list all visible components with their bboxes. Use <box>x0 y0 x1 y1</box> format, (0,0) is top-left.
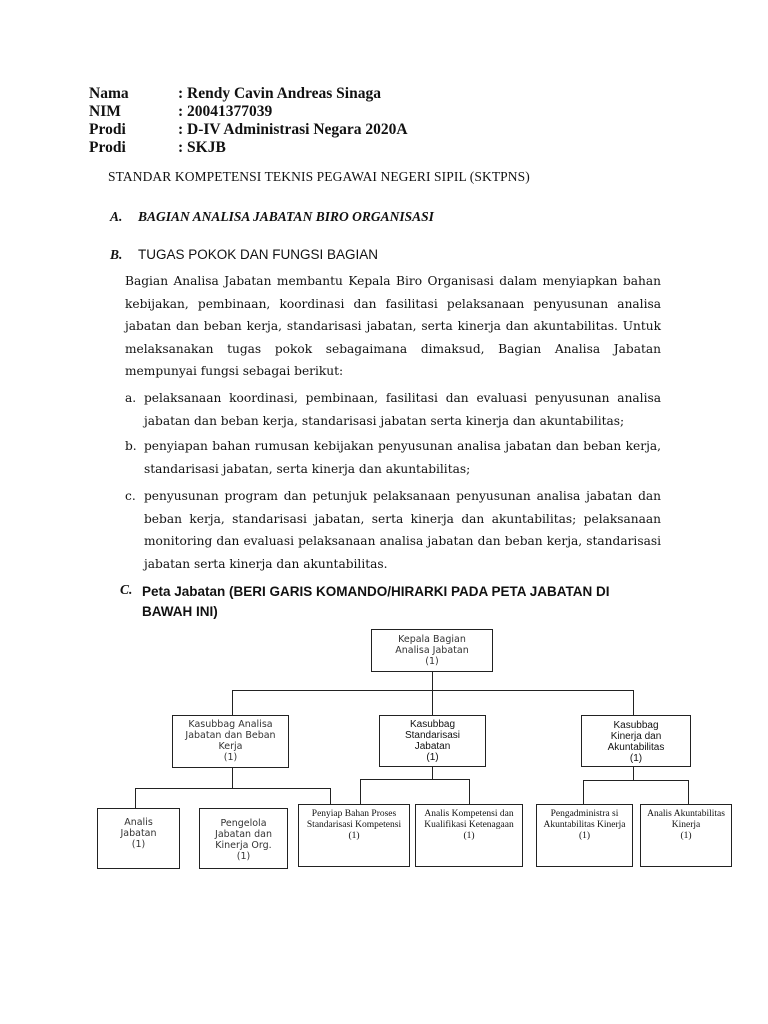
org-box-line: (1) <box>629 753 643 764</box>
org-box-level2 <box>581 715 691 767</box>
org-box-line: Akuntabilitas <box>607 742 665 753</box>
document-title: STANDAR KOMPETENSI TEKNIS PEGAWAI NEGERI SIPIL (SKTPNS) <box>108 169 530 184</box>
connector-line <box>360 779 361 805</box>
org-box-line: (1) <box>236 851 251 862</box>
org-box-line: Jabatan <box>120 828 157 839</box>
org-box-line: (1) <box>348 831 360 841</box>
connector-line <box>432 766 433 780</box>
connector-line <box>633 766 634 781</box>
org-box-line: Kasubbag <box>613 720 659 731</box>
org-box-line: Kualifikasi Ketenagaan <box>424 820 514 830</box>
org-box-line: Penyiap Bahan Proses <box>311 809 397 819</box>
identity-value: : Rendy Cavin Andreas Sinaga <box>178 85 381 102</box>
section-b-heading <box>110 247 530 265</box>
list-text: penyiapan bahan rumusan kebijakan penyusunan analisa jabatan dan beban kerja, standarisasi jabatan, serta kinerja dan akuntabilitas; <box>144 439 661 476</box>
org-box-line: (1) <box>578 831 591 841</box>
list-text: pelaksanaan koordinasi, pembinaan, fasilitasi dan evaluasi penyusunan analisa jabatan dan beban kerja, standarisasi jabatan serta kinerja dan akuntabilitas; <box>144 391 661 428</box>
org-box-line: Kinerja Org. <box>215 840 272 851</box>
connector-line <box>135 788 136 809</box>
connector-line <box>583 780 689 781</box>
connector-line <box>135 788 331 789</box>
identity-label: Nama <box>89 85 129 102</box>
org-box-level2 <box>379 715 486 767</box>
org-box-line: (1) <box>463 831 475 841</box>
org-box-line: (1) <box>131 839 146 850</box>
org-box-line: (1) <box>680 831 692 841</box>
connector-line <box>583 780 584 806</box>
org-box-level3 <box>298 804 410 867</box>
connector-line <box>633 690 634 716</box>
list-marker: a. <box>125 391 137 405</box>
org-box-line: (1) <box>223 752 238 763</box>
list-marker: b. <box>125 439 137 453</box>
identity-label: NIM <box>89 103 121 120</box>
section-title: TUGAS POKOK DAN FUNGSI BAGIAN <box>138 247 379 262</box>
org-box-level3 <box>97 808 180 869</box>
connector-line <box>360 779 470 780</box>
org-box-line: Analis Kompetensi dan <box>424 809 514 819</box>
org-box-line: Analis Akuntabilitas <box>647 809 725 819</box>
org-box-line: Kasubbag Analisa <box>188 719 273 730</box>
org-box-level3 <box>415 804 523 867</box>
org-box-level3 <box>640 804 732 867</box>
org-box-line: Jabatan dan <box>215 829 272 840</box>
list-text: penyusunan program dan petunjuk pelaksanaan penyusunan analisa jabatan dan beban kerja, standarisasi jabatan, serta kinerja dan akuntabilitas; pelaksanaan monitoring dan evaluasi pelaksanaan analisa jabatan dan beban kerja, standarisasi jabatan serta kinerja dan akuntabilitas. <box>144 489 661 571</box>
org-box-line: Analis <box>124 817 153 828</box>
section-a-heading <box>110 209 530 227</box>
org-box-line: (1) <box>426 752 439 763</box>
org-box-line: Pengadministra si <box>550 809 619 819</box>
connector-line <box>232 690 233 716</box>
section-letter: A. <box>110 209 123 224</box>
section-b-paragraph: Bagian Analisa Jabatan membantu Kepala Biro Organisasi dalam menyiapkan bahan kebijakan, pembinaan, koordinasi dan fasilitasi pelaksanaan penyusunan analisa jabatan dan beban kerja, standarisasi jabatan, serta kinerja dan akuntabilitas. Untuk melaksanakan tugas pokok sebagaimana dimaksud, Bagian Analisa Jabatan mempunyai fungsi sebagai berikut: <box>125 274 661 378</box>
section-title: BAGIAN ANALISA JABATAN BIRO ORGANISASI <box>138 209 434 224</box>
identity-label: Prodi <box>89 139 126 156</box>
org-box-line: Kerja <box>218 741 243 752</box>
org-box-line: Analisa Jabatan <box>395 645 469 656</box>
section-title: Peta Jabatan (BERI GARIS KOMANDO/HIRARKI PADA PETA JABATAN DI BAWAH INI) <box>142 584 610 619</box>
org-box-line: Kepala Bagian <box>398 634 466 645</box>
org-box-line: Kinerja <box>671 820 701 830</box>
connector-line <box>432 671 433 691</box>
identity-value: : 20041377039 <box>178 103 273 120</box>
connector-line <box>232 768 233 789</box>
connector-line <box>432 690 433 716</box>
org-box-head <box>371 629 493 672</box>
org-box-line: Jabatan <box>414 741 451 752</box>
list-marker: c. <box>125 489 136 503</box>
connector-line <box>688 780 689 806</box>
org-box-line: Kinerja dan <box>610 731 662 742</box>
connector-line <box>469 779 470 805</box>
org-box-level3 <box>536 804 633 867</box>
identity-label: Prodi <box>89 121 126 138</box>
org-box-level2 <box>172 715 289 768</box>
identity-value: : SKJB <box>178 139 226 156</box>
identity-value: : D-IV Administrasi Negara 2020A <box>178 121 408 138</box>
org-box-line: Pengelola <box>220 818 267 829</box>
org-box-line: (1) <box>425 656 439 667</box>
org-box-level3 <box>199 808 288 869</box>
connector-line <box>232 690 634 691</box>
section-letter: B. <box>110 247 123 262</box>
org-box-line: Standarisasi <box>404 730 461 741</box>
org-box-line: Jabatan dan Beban <box>185 730 276 741</box>
section-c-heading <box>120 582 620 622</box>
org-box-line: Akuntabilitas Kinerja <box>543 820 626 830</box>
org-box-line: Standarisasi Kompetensi <box>306 820 402 830</box>
section-letter: C. <box>120 582 133 597</box>
org-box-line: Kasubbag <box>409 719 456 730</box>
